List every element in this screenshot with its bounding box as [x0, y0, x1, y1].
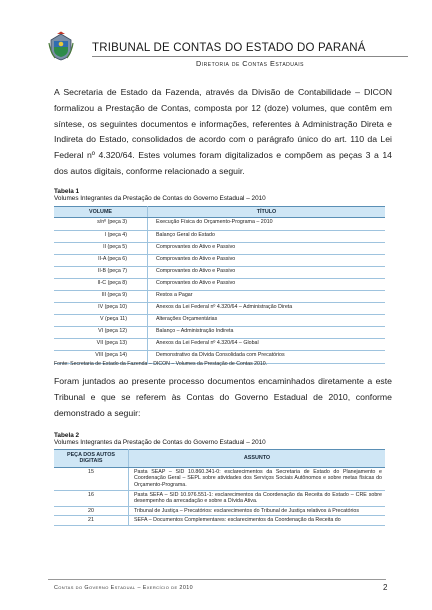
- title-cell: Comprovantes do Ativo e Passivo: [148, 254, 386, 266]
- footer-divider: [48, 579, 386, 580]
- peca-cell: 15: [54, 467, 129, 490]
- column-header-peca: PEÇA DOS AUTOS DIGITAIS: [54, 450, 129, 468]
- assunto-cell: SEFA – Documentos Complementares: esclarecimentos da Coordenação da Receita do: [129, 516, 386, 526]
- title-cell: Balanço – Administração Indireta: [148, 327, 386, 339]
- table1-title: Volumes Integrantes da Prestação de Contas do Governo Estadual – 2010: [54, 195, 266, 203]
- table-row: [54, 490, 385, 506]
- table-row: [54, 516, 385, 526]
- title-cell: Alterações Orçamentárias: [148, 315, 386, 327]
- second-paragraph: Foram juntados ao presente processo documentos encaminhados diretamente a este Tribunal e que se referem às Contas do Governo Estadual de 2010, conforme demonstrado a seguir:: [54, 376, 392, 418]
- footer-text: Contas do Governo Estadual – Exercício de 2010: [54, 585, 194, 591]
- volume-cell: VI (peça 12): [54, 327, 148, 339]
- title-cell: Anexos da Lei Federal nº 4.320/64 – Global: [148, 339, 386, 351]
- column-header-titulo: TÍTULO: [148, 207, 386, 218]
- table1-caption: [54, 188, 266, 203]
- assunto-cell: Tribunal de Justiça – Precatórios: esclarecimentos do Tribunal de Justiça relativos à Precatórios: [129, 506, 386, 516]
- title-cell: Demonstrativo da Dívida Consolidada com Precatórios: [148, 351, 386, 363]
- assunto-cell: Pasta SEFA – SID 10.976.551-1: esclarecimentos da Coordenação da Receita do Estado – CRE sobre desempenho da arrecadação e sobre a Dívida Ativa.: [129, 490, 386, 506]
- table-row: [54, 278, 385, 290]
- title-cell: Balanço Geral do Estado: [148, 230, 386, 242]
- page-number: 2: [383, 583, 388, 592]
- table-row: [54, 506, 385, 516]
- peca-cell: 20: [54, 506, 129, 516]
- peca-cell: 21: [54, 516, 129, 526]
- table1-label: Tabela 1: [54, 188, 80, 195]
- table-row: [54, 339, 385, 351]
- volume-cell: VII (peça 13): [54, 339, 148, 351]
- page-subtitle: Diretoria de Contas Estaduais: [196, 59, 304, 68]
- title-cell: Comprovantes do Ativo e Passivo: [148, 266, 386, 278]
- volume-cell: II (peça 5): [54, 242, 148, 254]
- table-row: [54, 266, 385, 278]
- table-header-row: [54, 450, 385, 468]
- table1-source: Fonte: Secretaria de Estado da Fazenda – DICON – Volumes da Prestação de Contas 2010.: [54, 361, 268, 367]
- table-header-row: [54, 207, 385, 218]
- title-cell: Anexos da Lei Federal nº 4.320/64 – Administração Direta: [148, 303, 386, 315]
- assunto-cell: Pasta SEAP – SID 10.860.341-0: esclarecimentos da Secretaria de Estado do Planejamento e Coordenação Geral – SEPL sobre atividades dos Serviços Sociais Autônomos e sobre metas físicas do Orçamento-Programa.: [129, 467, 386, 490]
- table-row: [54, 218, 385, 230]
- title-cell: Comprovantes do Ativo e Passivo: [148, 242, 386, 254]
- table-row: [54, 303, 385, 315]
- volume-cell: VIII (peça 14): [54, 351, 148, 363]
- column-header-assunto: ASSUNTO: [129, 450, 386, 468]
- volume-cell: V (peça 11): [54, 315, 148, 327]
- volume-cell: II-B (peça 7): [54, 266, 148, 278]
- title-cell: Restos a Pagar: [148, 290, 386, 302]
- column-header-volume: VOLUME: [54, 207, 148, 218]
- table2-title: Volumes Integrantes da Prestação de Contas do Governo Estadual – 2010: [54, 439, 266, 447]
- page-header: [48, 31, 408, 73]
- table-row: [54, 290, 385, 302]
- volumes-table: [54, 206, 385, 364]
- table-row: [54, 230, 385, 242]
- title-cell: Execução Física do Orçamento-Programa – 2010: [148, 218, 386, 230]
- volume-cell: III (peça 9): [54, 290, 148, 302]
- volume-cell: II-A (peça 6): [54, 254, 148, 266]
- volume-cell: s/nº (peça 3): [54, 218, 148, 230]
- coat-of-arms-icon: [48, 31, 74, 61]
- page-title: TRIBUNAL DE CONTAS DO ESTADO DO PARANÁ: [92, 42, 366, 54]
- table-row: [54, 242, 385, 254]
- volume-cell: I (peça 4): [54, 230, 148, 242]
- documents-table: [54, 449, 385, 526]
- table2-label: Tabela 2: [54, 432, 80, 439]
- table-row: [54, 254, 385, 266]
- table-row: [54, 327, 385, 339]
- table-row: [54, 467, 385, 490]
- peca-cell: 16: [54, 490, 129, 506]
- volume-cell: II-C (peça 8): [54, 278, 148, 290]
- header-divider: [92, 56, 408, 57]
- table2-caption: [54, 432, 266, 447]
- title-cell: Comprovantes do Ativo e Passivo: [148, 278, 386, 290]
- intro-paragraph: A Secretaria de Estado da Fazenda, através da Divisão de Contabilidade – DICON formalizou a Prestação de Contas, composta por 12 (doze) volumes, que contêm em síntese, os seguintes documentos e informações, referentes à Administração Direta e Indireta do Estado, consolidados de acordo com o parágrafo único do art. 110 da Lei Federal nº 4.320/64. Estes volumes foram digitalizados e compõem as peças 3 a 14 dos autos digitais, conforme relacionado a seguir.: [54, 87, 392, 176]
- volume-cell: IV (peça 10): [54, 303, 148, 315]
- table-row: [54, 315, 385, 327]
